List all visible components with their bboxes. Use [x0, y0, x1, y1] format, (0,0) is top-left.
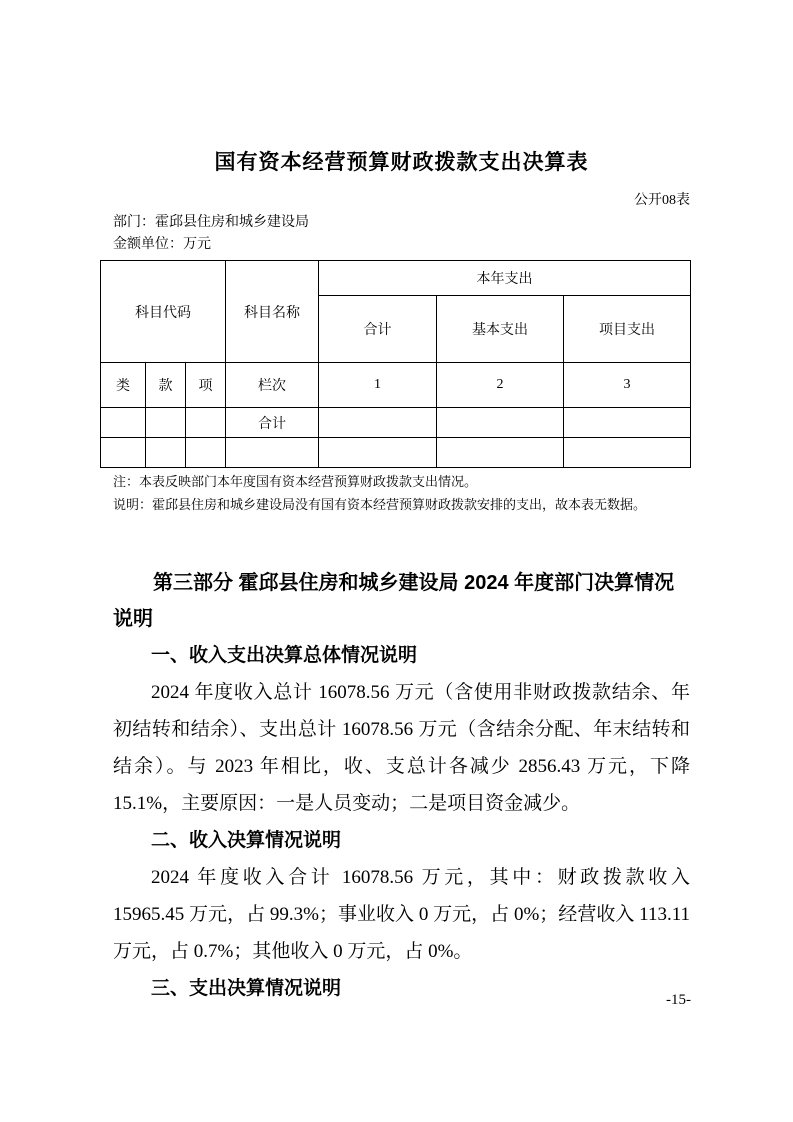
- col-number-2: 2: [437, 363, 564, 408]
- table-cell: [146, 438, 186, 468]
- page-number: -15-: [666, 992, 691, 1008]
- table-cell: [186, 408, 226, 438]
- table-cell: [101, 438, 146, 468]
- col-index-label: 栏次: [226, 363, 319, 408]
- page-title: 国有资本经营预算财政拨款支出决算表: [214, 151, 589, 174]
- section-1-heading: 一、收入支出决算总体情况说明: [151, 645, 418, 666]
- table-header-row-1: [101, 261, 691, 296]
- table-row: [101, 438, 691, 468]
- table-cell: [319, 438, 437, 468]
- col-number-1: 1: [319, 363, 437, 408]
- header-subject-code: 科目代码: [101, 261, 226, 363]
- table-row: [101, 408, 691, 438]
- table-note: 注：本表反映部门本年度国有资本经营预算财政拨款支出情况。: [113, 474, 478, 489]
- unit-line: 金额单位：万元: [113, 237, 211, 252]
- header-basic-expenditure: 基本支出: [437, 296, 564, 363]
- part-three-heading: 第三部分 霍邱县住房和城乡建设局 2024 年度部门决算情况说明: [113, 572, 675, 630]
- table-cell: [186, 438, 226, 468]
- header-subject-name: 科目名称: [226, 261, 319, 363]
- table-cell: [226, 438, 319, 468]
- table-columns-row: [101, 363, 691, 408]
- col-section: 款: [146, 363, 186, 408]
- col-number-3: 3: [564, 363, 691, 408]
- table-cell: [146, 408, 186, 438]
- part-three: [113, 565, 690, 1007]
- header-project-expenditure: 项目支出: [564, 296, 691, 363]
- section-1-body: 2024 年度收入总计 16078.56 万元（含使用非财政拨款结余、年初结转和结余）、支出总计 16078.56 万元（含结余分配、年末结转和结余）。与 2023 年相比，收、支总计各减少 2856.43 万元，下降 15.1%，主要原因：一是人员变动；二是项目资金减少。: [113, 682, 690, 814]
- section-2-body: 2024 年度收入合计 16078.56 万元，其中：财政拨款收入 15965.45 万元，占 99.3%；事业收入 0 万元，占 0%；经营收入 113.11 万元，占 0.7%；其他收入 0 万元，占 0%。: [113, 867, 690, 962]
- table-cell: [564, 438, 691, 468]
- table-cell: [564, 408, 691, 438]
- table-code-label: 公开08表: [634, 193, 690, 208]
- table-cell-total-label: 合计: [226, 408, 319, 438]
- table-cell: [437, 408, 564, 438]
- table-explanation: 说明：霍邱县住房和城乡建设局没有国有资本经营预算财政拨款安排的支出，故本表无数据。: [113, 497, 647, 512]
- table-cell: [101, 408, 146, 438]
- header-total: 合计: [319, 296, 437, 363]
- table-cell: [437, 438, 564, 468]
- department-line: 部门：霍邱县住房和城乡建设局: [113, 215, 309, 230]
- section-3-heading: 三、支出决算情况说明: [151, 978, 342, 999]
- col-category: 类: [101, 363, 146, 408]
- section-2-heading: 二、收入决算情况说明: [151, 830, 342, 851]
- col-item: 项: [186, 363, 226, 408]
- header-current-year-expenditure: 本年支出: [319, 261, 691, 296]
- table-cell: [319, 408, 437, 438]
- budget-table: [100, 260, 691, 468]
